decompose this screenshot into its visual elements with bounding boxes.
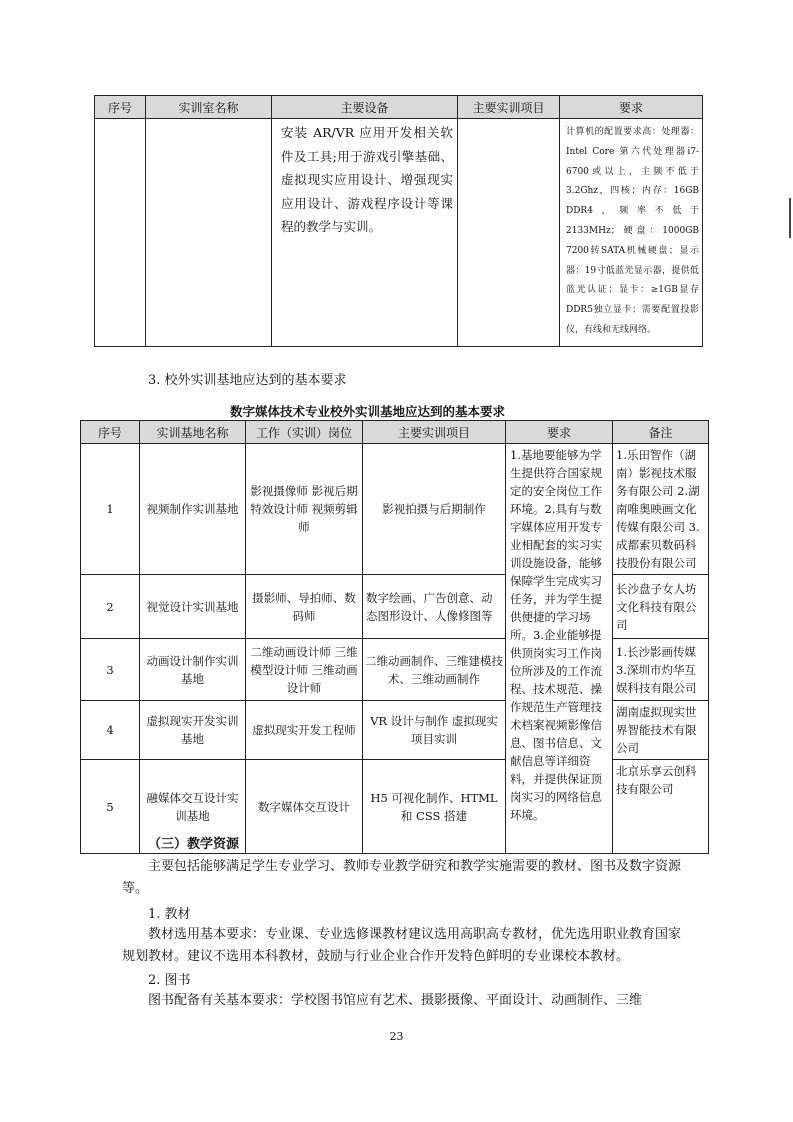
external-base-table — [80, 420, 709, 854]
equipment-cell: 安装 AR/VR 应用开发相关软件及工具;用于游戏引擎基础、虚拟现实应用设计、增强现实应用设计、游戏程序设计等课程的教学与实训。 — [272, 119, 458, 347]
header-cell: 工作（实训）岗位 — [246, 421, 363, 444]
section-heading: （三）教学资源 — [148, 837, 240, 852]
no-cell — [95, 119, 146, 347]
no-cell: 4 — [81, 701, 140, 760]
base-name-cell: 动画设计制作实训基地 — [140, 639, 246, 701]
margin-mark — [789, 198, 791, 238]
header-cell: 要求 — [506, 421, 613, 444]
table-row — [81, 444, 709, 575]
posts-cell: 数字媒体交互设计 — [246, 760, 363, 854]
posts-cell: 虚拟现实开发工程师 — [246, 701, 363, 760]
header-cell: 序号 — [95, 96, 146, 119]
note-cell: 湖南虚拟现实世界智能技术有限公司 — [613, 701, 709, 760]
header-cell: 主要实训项目 — [458, 96, 560, 119]
paragraph: 图书配备有关基本要求：学校图书馆应有艺术、摄影摄像、平面设计、动画制作、三维 — [148, 993, 643, 1008]
projects-cell: H5 可视化制作、HTML 和 CSS 搭建 — [363, 760, 506, 854]
base-name-cell: 融媒体交互设计实训基地 — [140, 760, 246, 854]
header-cell: 实训基地名称 — [140, 421, 246, 444]
base-name-cell: 虚拟现实开发实训基地 — [140, 701, 246, 760]
subheading: 2. 图书 — [148, 973, 191, 988]
no-cell: 3 — [81, 639, 140, 701]
base-name-cell: 视觉设计实训基地 — [140, 575, 246, 639]
header-cell: 序号 — [81, 421, 140, 444]
header-cell: 主要实训项目 — [363, 421, 506, 444]
base-name-cell: 视频制作实训基地 — [140, 444, 246, 575]
table-row — [95, 119, 703, 347]
header-cell: 备注 — [613, 421, 709, 444]
table-row — [81, 639, 709, 701]
lab-name-cell — [146, 119, 272, 347]
projects-cell: 二维动画制作、三维建模技术、三维动画制作 — [363, 639, 506, 701]
note-cell: 长沙盘子女人坊文化科技有限公司 — [613, 575, 709, 639]
header-cell: 要求 — [560, 96, 703, 119]
projects-cell: 数字绘画、广告创意、动态图形设计、人像修图等 — [363, 575, 506, 639]
paragraph: 教材选用基本要求：专业课、专业选修课教材建议选用高职高专教材，优先选用职业教育国家规划教材。建议不选用本科教材，鼓励与行业企业合作开发特色鲜明的专业课校本教材。 — [122, 927, 682, 964]
paragraph: 主要包括能够满足学生专业学习、教师专业教学研究和教学实施需要的教材、图书及数字资源等。 — [122, 859, 682, 896]
header-cell: 主要设备 — [272, 96, 458, 119]
no-cell: 2 — [81, 575, 140, 639]
table-header-row — [81, 421, 709, 444]
lab-equipment-table — [94, 95, 703, 347]
table-row — [81, 575, 709, 639]
posts-cell: 影视摄像师 影视后期特效设计师 视频剪辑师 — [246, 444, 363, 575]
no-cell: 1 — [81, 444, 140, 575]
table-title: 数字媒体技术专业校外实训基地应达到的基本要求 — [230, 404, 506, 419]
projects-cell: 影视拍摄与后期制作 — [363, 444, 506, 575]
no-cell: 5 — [81, 760, 140, 854]
project-cell — [458, 119, 560, 347]
projects-cell: VR 设计与制作 虚拟现实项目实训 — [363, 701, 506, 760]
table-header-row — [95, 96, 703, 119]
table-row — [81, 701, 709, 760]
subheading: 1. 教材 — [148, 907, 191, 922]
section-heading: 3. 校外实训基地应达到的基本要求 — [148, 373, 347, 388]
page-number: 23 — [389, 1030, 404, 1043]
header-cell: 实训室名称 — [146, 96, 272, 119]
requirement-cell: 1.基地要能够为学生提供符合国家规定的安全岗位工作环境。2.具有与数字媒体应用开发专业相配套的实习实训设施设备，能够保障学生完成实习任务，并为学生提供便捷的学习场所。3.企业能够提供顶岗实习工作岗位所涉及的工作流程、技术规范、操作规范生产管理技术档案视频影像信息、图书信息、文献信息等详细资料，并提供保证顶岗实习的网络信息环境。 — [506, 444, 613, 854]
posts-cell: 摄影师、导拍师、数码师 — [246, 575, 363, 639]
posts-cell: 二维动画设计师 三维模型设计师 三维动画设计师 — [246, 639, 363, 701]
note-cell: 1.乐田智作（湖南）影视技术服务有限公司 2.湖南唯奥映画文化传媒有限公司 3.成都索贝数码科技股份有限公司 — [613, 444, 709, 575]
note-cell: 北京乐享云创科技有限公司 — [613, 760, 709, 854]
requirement-cell: 计算机的配置要求高：处理器：Intel Core 第六代处理器i7-6700或以上，主频不低于3.2Ghz，四核；内存：16GB DDR4，频率不低于2133MHz；硬盘：1000GB 7200转SATA机械硬盘；显示器：19寸低蓝光显示器，提供低蓝光认证；显卡：≥1GB显存DDR5独立显卡；需要配置投影仪，有线和无线网络。 — [560, 119, 703, 347]
note-cell: 1.长沙影画传媒 3.深圳市灼华互娱科技有限公司 — [613, 639, 709, 701]
